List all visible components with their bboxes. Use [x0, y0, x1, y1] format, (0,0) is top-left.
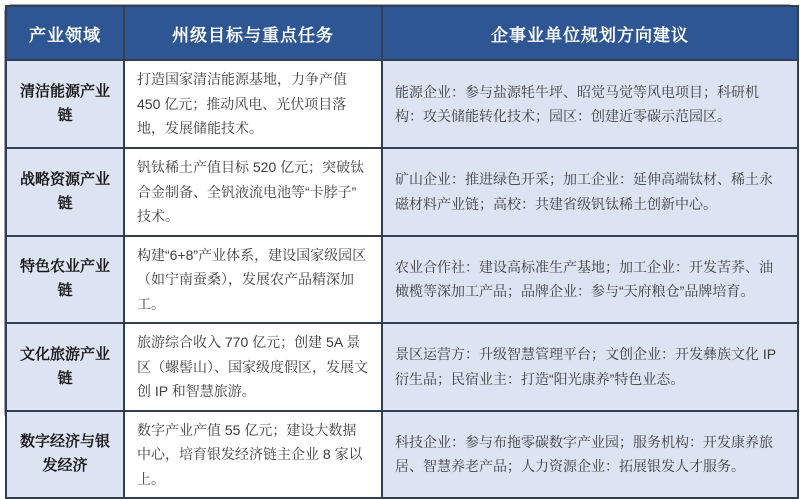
table-row-agriculture: [6, 236, 798, 324]
table-row-clean-energy: [6, 60, 798, 148]
table-header-row: [6, 6, 798, 60]
goals-cell: 旅游综合收入 770 亿元；创建 5A 景区（螺髻山）、国家级度假区，发展文创 IP 和智慧旅游。: [124, 323, 382, 411]
column-header-goals: 州级目标与重点任务: [124, 6, 382, 60]
suggestions-cell: 能源企业：参与盐源牦牛坪、昭觉马觉等风电项目；科研机构：攻关储能转化技术；园区：创建近零碳示范园区。: [382, 60, 798, 148]
industry-cell: 文化旅游产业链: [6, 323, 124, 411]
industry-cell: 战略资源产业链: [6, 148, 124, 236]
goals-cell: 打造国家清洁能源基地，力争产值 450 亿元；推动风电、光伏项目落地，发展储能技术。: [124, 60, 382, 148]
industry-plan-table-container: [4, 4, 796, 487]
suggestions-cell: 农业合作社：建设高标准生产基地；加工企业：开发苦荞、油橄榄等深加工产品；品牌企业：参与“天府粮仓”品牌培育。: [382, 236, 798, 324]
industry-cell: 清洁能源产业链: [6, 60, 124, 148]
goals-cell: 钒钛稀土产值目标 520 亿元；突破钛合金制备、全钒液流电池等“卡脖子”技术。: [124, 148, 382, 236]
industry-cell: 特色农业产业链: [6, 236, 124, 324]
table-row-digital-silver-economy: [6, 411, 798, 499]
goals-cell: 构建“6+8”产业体系，建设国家级园区（如宁南蚕桑），发展农产品精深加工。: [124, 236, 382, 324]
table-row-culture-tourism: [6, 323, 798, 411]
industry-plan-table: [5, 5, 799, 499]
column-header-industry: 产业领域: [6, 6, 124, 60]
suggestions-cell: 景区运营方：升级智慧管理平台；文创企业：开发彝族文化 IP 衍生品；民宿业主：打造“阳光康养”特色业态。: [382, 323, 798, 411]
suggestions-cell: 矿山企业：推进绿色开采；加工企业：延伸高端钛材、稀土永磁材料产业链；高校：共建省级钒钛稀土创新中心。: [382, 148, 798, 236]
column-header-suggestions: 企事业单位规划方向建议: [382, 6, 798, 60]
goals-cell: 数字产业产值 55 亿元；建设大数据中心，培育银发经济链主企业 8 家以上。: [124, 411, 382, 499]
table-row-strategic-resources: [6, 148, 798, 236]
industry-cell: 数字经济与银发经济: [6, 411, 124, 499]
suggestions-cell: 科技企业：参与布拖零碳数字产业园；服务机构：开发康养旅居、智慧养老产品；人力资源企业：拓展银发人才服务。: [382, 411, 798, 499]
